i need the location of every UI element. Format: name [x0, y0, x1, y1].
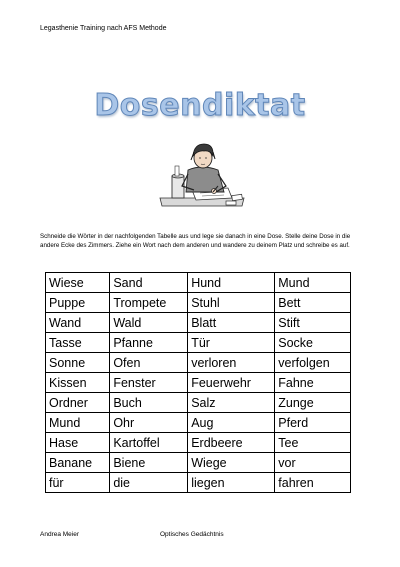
table-row — [46, 473, 351, 493]
table-cell: Zunge — [275, 393, 351, 413]
footer-topic: Optisches Gedächtnis — [160, 531, 224, 538]
table-cell: Tür — [188, 333, 275, 353]
table-cell: Blatt — [188, 313, 275, 333]
table-cell: Fahne — [275, 373, 351, 393]
table-cell: Sand — [110, 273, 188, 293]
table-cell: Sonne — [46, 353, 110, 373]
table-cell: Bett — [275, 293, 351, 313]
instructions-text: Schneide die Wörter in der nachfolgenden Tabelle aus und lege sie danach in eine Dose. Stelle deine Dose in die andere Ecke des Zimmers. Ziehe ein Wort nach dem anderen und wandere zu deinem Platz und schreibe es auf. — [40, 233, 351, 249]
table-row — [46, 413, 351, 433]
table-cell: Banane — [46, 453, 110, 473]
table-cell: verfolgen — [275, 353, 351, 373]
table-cell: Tasse — [46, 333, 110, 353]
table-cell: Stift — [275, 313, 351, 333]
table-cell: Aug — [188, 413, 275, 433]
table-cell: liegen — [188, 473, 275, 493]
table-cell: für — [46, 473, 110, 493]
footer-author: Andrea Meier — [40, 531, 80, 538]
table-row — [46, 333, 351, 353]
table-cell: Feuerwehr — [188, 373, 275, 393]
table-cell: Salz — [188, 393, 275, 413]
student-writing-illustration — [158, 140, 246, 216]
table-cell: Puppe — [46, 293, 110, 313]
table-cell: Wiese — [46, 273, 110, 293]
table-cell: Socke — [275, 333, 351, 353]
table-cell: Pfanne — [110, 333, 188, 353]
table-cell: verloren — [188, 353, 275, 373]
table-cell: Ofen — [110, 353, 188, 373]
table-cell: Mund — [46, 413, 110, 433]
table-cell: fahren — [275, 473, 351, 493]
table-cell: Fenster — [110, 373, 188, 393]
table-cell: Stuhl — [188, 293, 275, 313]
table-cell: Mund — [275, 273, 351, 293]
table-cell: Hund — [188, 273, 275, 293]
table-cell: Erdbeere — [188, 433, 275, 453]
table-row — [46, 353, 351, 373]
table-cell: Ohr — [110, 413, 188, 433]
table-row — [46, 393, 351, 413]
table-cell: Wiege — [188, 453, 275, 473]
table-row — [46, 373, 351, 393]
table-cell: Wald — [110, 313, 188, 333]
table-row — [46, 273, 351, 293]
table-cell: Pferd — [275, 413, 351, 433]
word-table — [45, 272, 351, 493]
table-cell: die — [110, 473, 188, 493]
page-title: Dosendiktat — [94, 88, 306, 123]
table-row — [46, 293, 351, 313]
table-cell: Wand — [46, 313, 110, 333]
table-row — [46, 453, 351, 473]
table-cell: Biene — [110, 453, 188, 473]
table-cell: Trompete — [110, 293, 188, 313]
page-header: Legasthenie Training nach AFS Methode — [40, 25, 167, 32]
table-cell: vor — [275, 453, 351, 473]
table-row — [46, 313, 351, 333]
table-cell: Ordner — [46, 393, 110, 413]
table-cell: Hase — [46, 433, 110, 453]
table-cell: Buch — [110, 393, 188, 413]
table-row — [46, 433, 351, 453]
table-cell: Kartoffel — [110, 433, 188, 453]
table-cell: Kissen — [46, 373, 110, 393]
table-cell: Tee — [275, 433, 351, 453]
